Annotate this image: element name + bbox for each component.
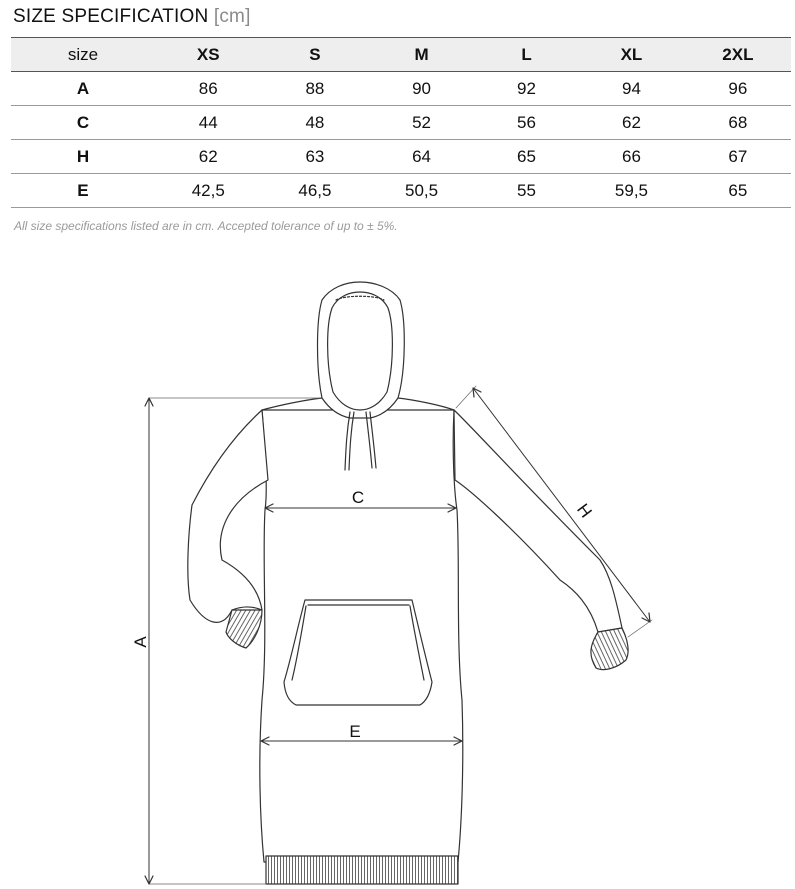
table-cell: 90 <box>368 72 475 106</box>
kangaroo-pocket <box>284 600 432 705</box>
table-cell: 62 <box>155 140 262 174</box>
row-label: H <box>11 140 155 174</box>
dimension-label-a: A <box>131 636 150 648</box>
row-label: A <box>11 72 155 106</box>
table-cell: 94 <box>578 72 685 106</box>
table-cell: 88 <box>262 72 369 106</box>
dimension-label-e: E <box>349 722 361 741</box>
table-cell: 66 <box>578 140 685 174</box>
tolerance-note: All size specifications listed are in cm. Accepted tolerance of up to ± 5%. <box>14 219 398 233</box>
table-cell: 59,5 <box>578 174 685 208</box>
table-cell: 42,5 <box>155 174 262 208</box>
table-cell: 48 <box>262 106 369 140</box>
dimension-guide-h-bottom <box>628 620 652 637</box>
row-label: C <box>11 106 155 140</box>
table-cell: 44 <box>155 106 262 140</box>
hood-inner <box>328 292 393 410</box>
left-sleeve <box>188 410 268 622</box>
column-header: size <box>11 38 155 72</box>
table-cell: 64 <box>368 140 475 174</box>
column-header: 2XL <box>685 38 791 72</box>
table-cell: 52 <box>368 106 475 140</box>
column-header: L <box>475 38 578 72</box>
dimension-label-c: C <box>351 488 365 507</box>
right-sleeve <box>454 410 622 632</box>
title-unit: [cm] <box>213 6 251 27</box>
table-cell: 50,5 <box>368 174 475 208</box>
column-header: XS <box>155 38 262 72</box>
table-cell: 46,5 <box>262 174 369 208</box>
table-cell: 62 <box>578 106 685 140</box>
table-cell: 67 <box>685 140 791 174</box>
table-cell: 65 <box>475 140 578 174</box>
table-cell: 86 <box>155 72 262 106</box>
table-cell: 92 <box>475 72 578 106</box>
column-header: XL <box>578 38 685 72</box>
column-header: S <box>262 38 369 72</box>
left-cuff <box>226 610 262 648</box>
table-cell: 55 <box>475 174 578 208</box>
table-cell: 63 <box>262 140 369 174</box>
table-cell: 56 <box>475 106 578 140</box>
right-cuff <box>591 628 628 670</box>
table-cell: 65 <box>685 174 791 208</box>
column-header: M <box>368 38 475 72</box>
table-cell: 68 <box>685 106 791 140</box>
row-label: E <box>11 174 155 208</box>
title-text: SIZE SPECIFICATION <box>13 6 209 27</box>
dimension-label-h: H <box>573 500 596 522</box>
hem-rib <box>266 856 458 884</box>
table-cell: 96 <box>685 72 791 106</box>
